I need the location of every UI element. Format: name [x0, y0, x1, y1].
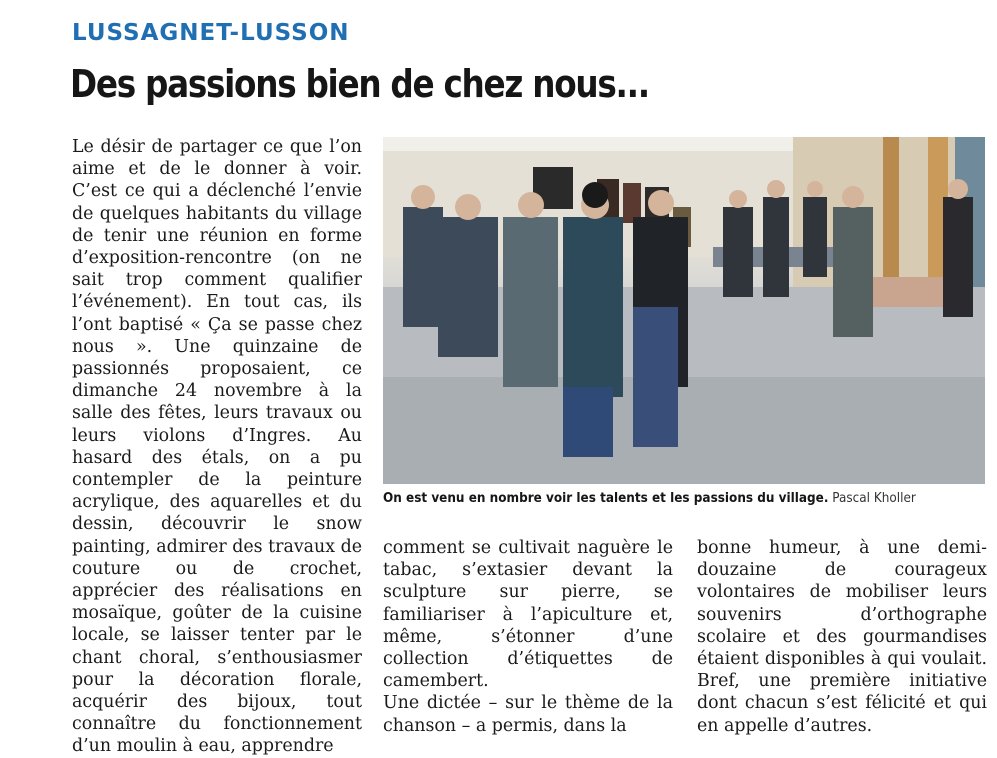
article-column-1 [72, 136, 362, 758]
caption-text: On est venu en nombre voir les talents et les passions du village. [383, 491, 829, 506]
article-column-3 [697, 537, 987, 737]
section-kicker: LUSSAGNET-LUSSON [72, 20, 350, 46]
article-column-2 [383, 537, 673, 737]
article-photo [383, 137, 985, 484]
photo-caption [383, 491, 925, 506]
article-headline: Des passions bien de chez nous... [70, 62, 649, 106]
body-paragraph: comment se cultivait naguère le tabac, s’extasier devant la sculpture sur pierre, se familiariser à l’apiculture et, même, s’étonner d’une collection d’étiquettes de camembert. [383, 538, 673, 692]
photo-credit: Pascal Kholler [832, 491, 916, 506]
body-paragraph: Le désir de partager ce que l’on aime et de le donner à voir. C’est ce qui a déclenché l’envie de quelques habitants du village de tenir une réunion en forme d’exposition-rencontre (on ne sait trop comment qualifier l’événement). En tout cas, ils l’ont baptisé « Ça se passe chez nous ». Une quinzaine de passionnés proposaient, ce dimanche 24 novembre à la salle des fêtes, leurs travaux ou leurs violons d’Ingres. Au hasard des étals, on a pu contempler de la peinture acrylique, des aquarelles et du dessin, découvrir le snow painting, admirer des travaux de couture ou de crochet, apprécier des réalisations en mosaïque, goûter de la cuisine locale, se laisser tenter par le chant choral, s’enthousiasmer pour la décoration florale, acquérir des bijoux, tout connaître du fonctionnement d’un moulin à eau, apprendre [72, 137, 362, 757]
body-paragraph: Une dictée – sur le thème de la chanson – a permis, dans la [383, 693, 673, 736]
body-paragraph: bonne humeur, à une demi-douzaine de courageux volontaires de mobiliser leurs souvenirs d’orthographe scolaire et des gourmandises étaient disponibles à qui voulait. Bref, une première initiative dont chacun s’est félicité et qui en appelle d’autres. [697, 538, 987, 736]
